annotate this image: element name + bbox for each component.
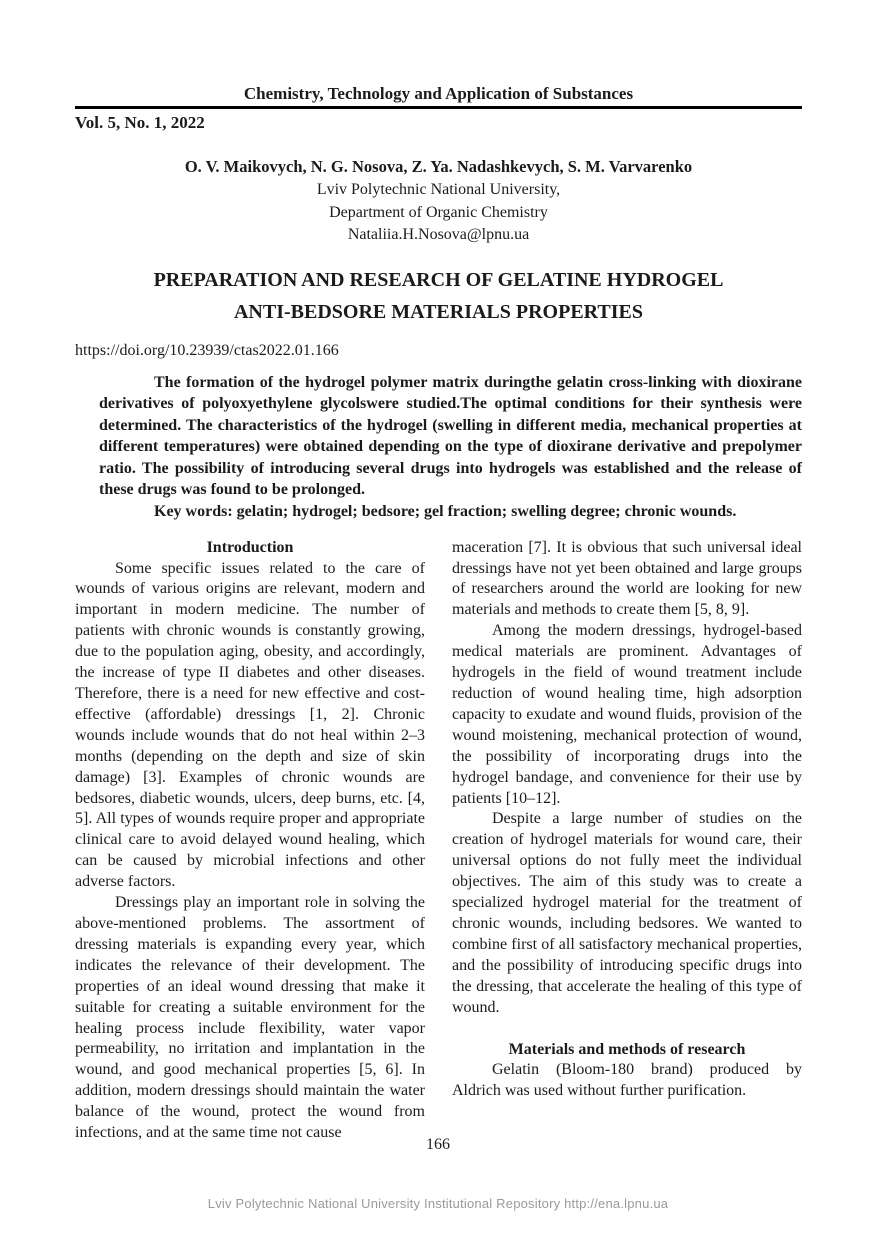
paragraph-continuation: maceration [7]. It is obvious that such universal ideal dressings have not yet been obtained and large groups of researchers around the world are looking for new materials and methods to create them [5, 8, 9]. xyxy=(452,538,802,619)
article-title-line1: PREPARATION AND RESEARCH OF GELATINE HYDROGEL xyxy=(153,268,724,291)
header-rule xyxy=(75,106,802,109)
paragraph-methods-1: Gelatin (Bloom-180 brand) produced by Aldrich was used without further purification. xyxy=(452,1061,802,1100)
paragraph-intro-2: Dressings play an important role in solving the above-mentioned problems. The assortment of dressing materials is expanding every year, which indicates the relevance of their development. The properties of an ideal wound dressing that make it suitable for creating a suitable environment for the healing process include flexibility, water vapor permeability, no irritation and implantation in the wound, and good mechanical properties [5, 6]. In addition, modern dressings should maintain the water balance of the wound, protect the wound from infections, and at the same time not cause xyxy=(75,894,425,1142)
doi-text: https://doi.org/10.23939/ctas2022.01.166 xyxy=(75,341,339,359)
section-heading-methods: Materials and methods of research xyxy=(508,1040,746,1058)
journal-header: Chemistry, Technology and Application of Substances xyxy=(243,84,634,103)
keywords-line: Key words: gelatin; hydrogel; bedsore; gel fraction; swelling degree; chronic wounds. xyxy=(154,503,737,521)
right-column xyxy=(452,538,802,1144)
page-content xyxy=(75,0,802,1144)
article-title-line2: ANTI-BEDSORE MATERIALS PROPERTIES xyxy=(233,300,643,323)
volume-issue-line: Vol. 5, No. 1, 2022 xyxy=(75,113,205,132)
contact-email: Nataliia.H.Nosova@lpnu.ua xyxy=(347,226,530,243)
left-column xyxy=(75,538,425,1144)
section-heading-introduction: Introduction xyxy=(206,538,294,556)
paragraph-study-aim: Despite a large number of studies on the creation of hydrogel materials for wound care, their universal options do not fully meet the individual objectives. The aim of this study was to create a specialized hydrogel material for the treatment of chronic wounds, including bedsores. We wanted to combine first of all satisfactory mechanical properties, and the possibility of introducing specific drugs into the dressing, that accelerate the healing of this type of wound. xyxy=(452,810,802,1016)
paragraph-hydrogel-advantages: Among the modern dressings, hydrogel-based medical materials are prominent. Advantages of hydrogels in the field of wound treatment include reduction of wound healing time, high adsorption capacity to exudate and wound fluids, provision of the wound moistening, mechanical protection of wound, the possibility of incorporating drugs into the hydrogel bandage, and convenience for their use by patients [10–12]. xyxy=(452,622,802,807)
repository-footer: Lviv Polytechnic National University Institutional Repository http://ena.lpnu.ua xyxy=(207,1196,669,1211)
page-number: 166 xyxy=(426,1136,450,1153)
article-title xyxy=(75,264,802,328)
two-column-body xyxy=(75,538,802,1144)
paragraph-intro-1: Some specific issues related to the care of wounds of various origins are relevant, modern and important in modern medicine. The number of patients with chronic wounds is constantly growing, due to the population aging, obesity, and accordingly, the increase of type II diabetes and other diseases. Therefore, there is a need for new effective and cost-effective (affordable) dressings [1, 2]. Chronic wounds include wounds that do not heal within 2–3 months (depending on the depth and size of skin damage) [3]. Examples of chronic wounds are bedsores, diabetic wounds, ulcers, deep burns, etc. [4, 5]. All types of wounds require proper and appropriate clinical care to avoid delayed wound healing, which can be caused by microbial infections and other adverse factors. xyxy=(75,559,425,891)
affiliation-department: Department of Organic Chemistry xyxy=(329,203,548,221)
abstract-text: The formation of the hydrogel polymer matrix duringthe gelatin cross-linking with dioxirane derivatives of polyoxyethylene glycolswere studied.The optimal conditions for their synthesis were determined. The characteristics of the hydrogel (swelling in different media, mechanical properties at different temperatures) were obtained depending on the type of dioxirane derivative and prepolymer ratio. The possibility of introducing several drugs into hydrogels was established and the release of these drugs was found to be prolonged. xyxy=(99,373,802,499)
authors-line: O. V. Maikovych, N. G. Nosova, Z. Ya. Nadashkevych, S. M. Varvarenko xyxy=(184,157,693,176)
affiliation-university: Lviv Polytechnic National University, xyxy=(316,181,561,198)
